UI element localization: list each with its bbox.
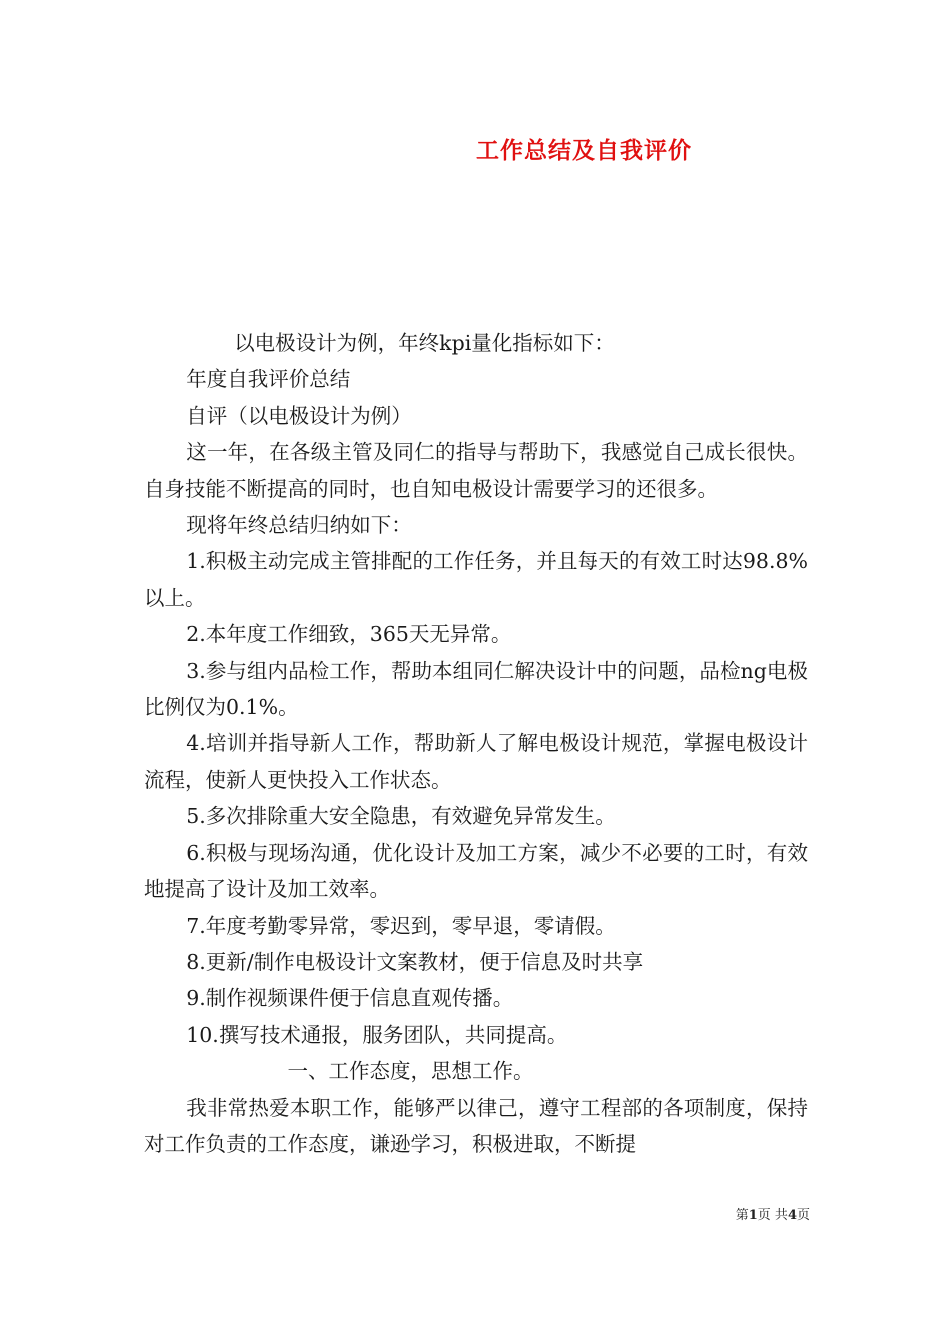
list-item-10: 10.撰写技术通报，服务团队，共同提高。 <box>186 1022 568 1047</box>
paragraph-work-attitude: 我非常热爱本职工作，能够严以律己，遵守工程部的各项制度，保持对工作负责的工作态度，谦逊学习，积极进取，不断提 <box>144 1095 808 1156</box>
document-title: 工作总结及自我评价 <box>476 138 692 164</box>
list-item-4: 4.培训并指导新人工作，帮助新人了解电极设计规范，掌握电极设计流程，使新人更快投入工作状态。 <box>144 731 808 792</box>
paragraph-year-overview: 这一年，在各级主管及同仁的指导与帮助下，我感觉自己成长很快。自身技能不断提高的同时，也自知电极设计需要学习的还很多。 <box>144 440 808 501</box>
list-item-6: 6.积极与现场沟通，优化设计及加工方案，减少不必要的工时，有效地提高了设计及加工效率。 <box>144 840 808 902</box>
footer-prefix: 第 <box>735 1208 749 1223</box>
document-body <box>144 325 808 1162</box>
page-footer <box>700 1204 810 1223</box>
list-item-7: 7.年度考勤零异常，零迟到，零早退，零请假。 <box>186 913 616 938</box>
list-item-3: 3.参与组内品检工作，帮助本组同仁解决设计中的问题，品检ng电极比例仅为0.1%。 <box>144 658 808 720</box>
paragraph-annual-review-heading: 年度自我评价总结 <box>186 367 351 392</box>
list-item-1: 1.积极主动完成主管排配的工作任务，并且每天的有效工时达98.8%以上。 <box>144 549 808 610</box>
list-item-2: 2.本年度工作细致，365天无异常。 <box>186 622 512 647</box>
footer-total-pages: 4 <box>787 1208 797 1223</box>
list-item-5: 5.多次排除重大安全隐患，有效避免异常发生。 <box>186 804 616 829</box>
paragraph-self-review-heading: 自评（以电极设计为例） <box>186 403 412 428</box>
list-item-8: 8.更新/制作电极设计文案教材，便于信息及时共享 <box>186 949 644 974</box>
footer-suffix: 页 <box>796 1208 810 1223</box>
paragraph-kpi-intro: 以电极设计为例，年终kpi量化指标如下： <box>234 331 615 355</box>
paragraph-summary-lead: 现将年终总结归纳如下： <box>186 513 412 538</box>
section-heading-work-attitude: 一、工作态度，思想工作。 <box>287 1059 534 1084</box>
footer-middle: 页 共 <box>757 1208 788 1223</box>
footer-current-page: 1 <box>748 1208 758 1223</box>
list-item-9: 9.制作视频课件便于信息直观传播。 <box>186 986 514 1011</box>
